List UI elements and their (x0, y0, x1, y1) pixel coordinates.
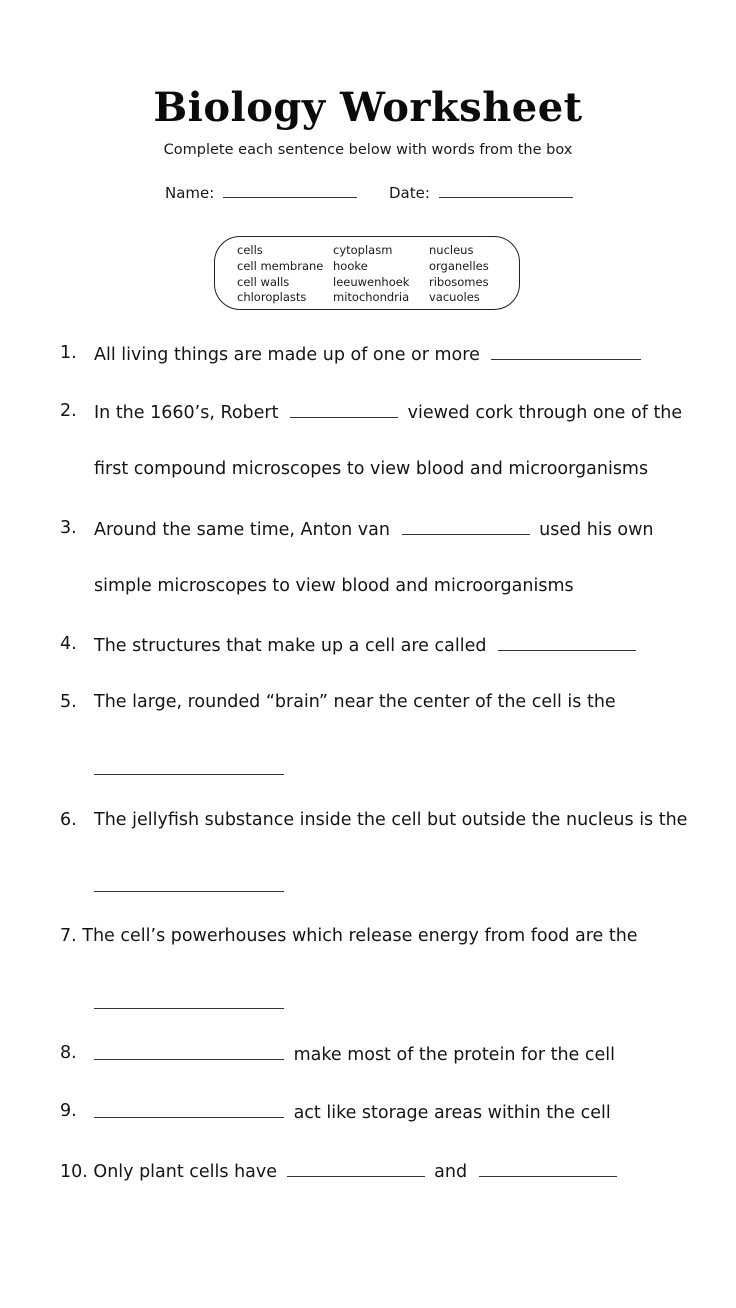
question-7 (60, 926, 638, 946)
word-bank-item: organelles (429, 258, 489, 273)
date-label: Date: (389, 184, 430, 202)
date-blank[interactable] (439, 181, 573, 198)
word-bank-column-1 (237, 243, 323, 306)
question-number: 1. (60, 343, 77, 363)
question-text: The structures that make up a cell are called (94, 636, 487, 656)
word-bank-item: cell walls (237, 274, 290, 289)
question-text: make most of the protein for the cell (293, 1045, 615, 1065)
question-text: Only plant cells have (93, 1162, 278, 1182)
question-text: act like storage areas within the cell (293, 1103, 611, 1123)
worksheet-title: Biology Worksheet (153, 84, 583, 131)
question-2-continuation: first compound microscopes to view blood and microorganisms (94, 459, 649, 479)
question-3 (60, 518, 654, 540)
question-number: 7. (60, 926, 77, 946)
question-4 (60, 634, 636, 656)
word-bank-item: cells (237, 243, 263, 257)
question-number: 6. (60, 810, 77, 830)
question-text: used his own (539, 520, 654, 540)
question-text: The large, rounded “brain” near the center of the cell is the (94, 692, 616, 712)
answer-blank[interactable] (94, 1101, 284, 1118)
answer-blank[interactable] (479, 1160, 617, 1177)
answer-blank[interactable] (94, 875, 284, 892)
question-number: 8. (60, 1043, 77, 1063)
answer-blank[interactable] (491, 343, 641, 360)
word-bank-item: mitochondria (333, 290, 410, 305)
word-bank-item: cytoplasm (333, 243, 393, 257)
word-bank-item: chloroplasts (237, 290, 307, 305)
word-bank-item: cell membrane (237, 258, 324, 273)
question-text: and (434, 1162, 468, 1182)
word-bank-item: leeuwenhoek (333, 274, 410, 289)
answer-blank[interactable] (94, 758, 284, 775)
question-10 (60, 1160, 617, 1182)
word-bank-column-3 (429, 243, 489, 306)
question-number: 10. (60, 1162, 88, 1182)
name-blank[interactable] (223, 181, 357, 198)
word-bank-box (214, 236, 520, 310)
word-bank-item: ribosomes (429, 274, 489, 289)
answer-blank[interactable] (290, 401, 398, 418)
word-bank-item: vacuoles (429, 290, 480, 305)
word-bank-column-2 (333, 243, 409, 306)
question-2 (60, 401, 682, 423)
word-bank-item: hooke (333, 258, 368, 273)
question-5 (60, 692, 616, 712)
question-text: All living things are made up of one or more (94, 345, 480, 365)
question-number: 4. (60, 634, 77, 654)
question-8 (60, 1043, 615, 1065)
question-text: The jellyfish substance inside the cell but outside the nucleus is the (94, 810, 688, 830)
question-text: The cell’s powerhouses which release energy from food are the (82, 926, 638, 946)
question-9 (60, 1101, 611, 1123)
question-6 (60, 810, 687, 830)
question-number: 2. (60, 401, 77, 421)
question-3-continuation: simple microscopes to view blood and microorganisms (94, 576, 574, 596)
date-field (389, 181, 573, 202)
word-bank-item: nucleus (429, 243, 474, 257)
answer-blank[interactable] (287, 1160, 425, 1177)
question-number: 5. (60, 692, 77, 712)
name-label: Name: (165, 184, 215, 202)
name-field (165, 181, 357, 202)
answer-blank[interactable] (402, 518, 530, 535)
instructions: Complete each sentence below with words from the box (163, 142, 573, 158)
answer-blank[interactable] (94, 1043, 284, 1060)
question-number: 3. (60, 518, 77, 538)
question-text: In the 1660’s, Robert (94, 403, 279, 423)
answer-blank[interactable] (94, 992, 284, 1009)
answer-blank[interactable] (498, 634, 636, 651)
question-text: Around the same time, Anton van (94, 520, 390, 540)
question-1 (60, 343, 641, 365)
question-text: viewed cork through one of the (407, 403, 683, 423)
question-number: 9. (60, 1101, 77, 1121)
